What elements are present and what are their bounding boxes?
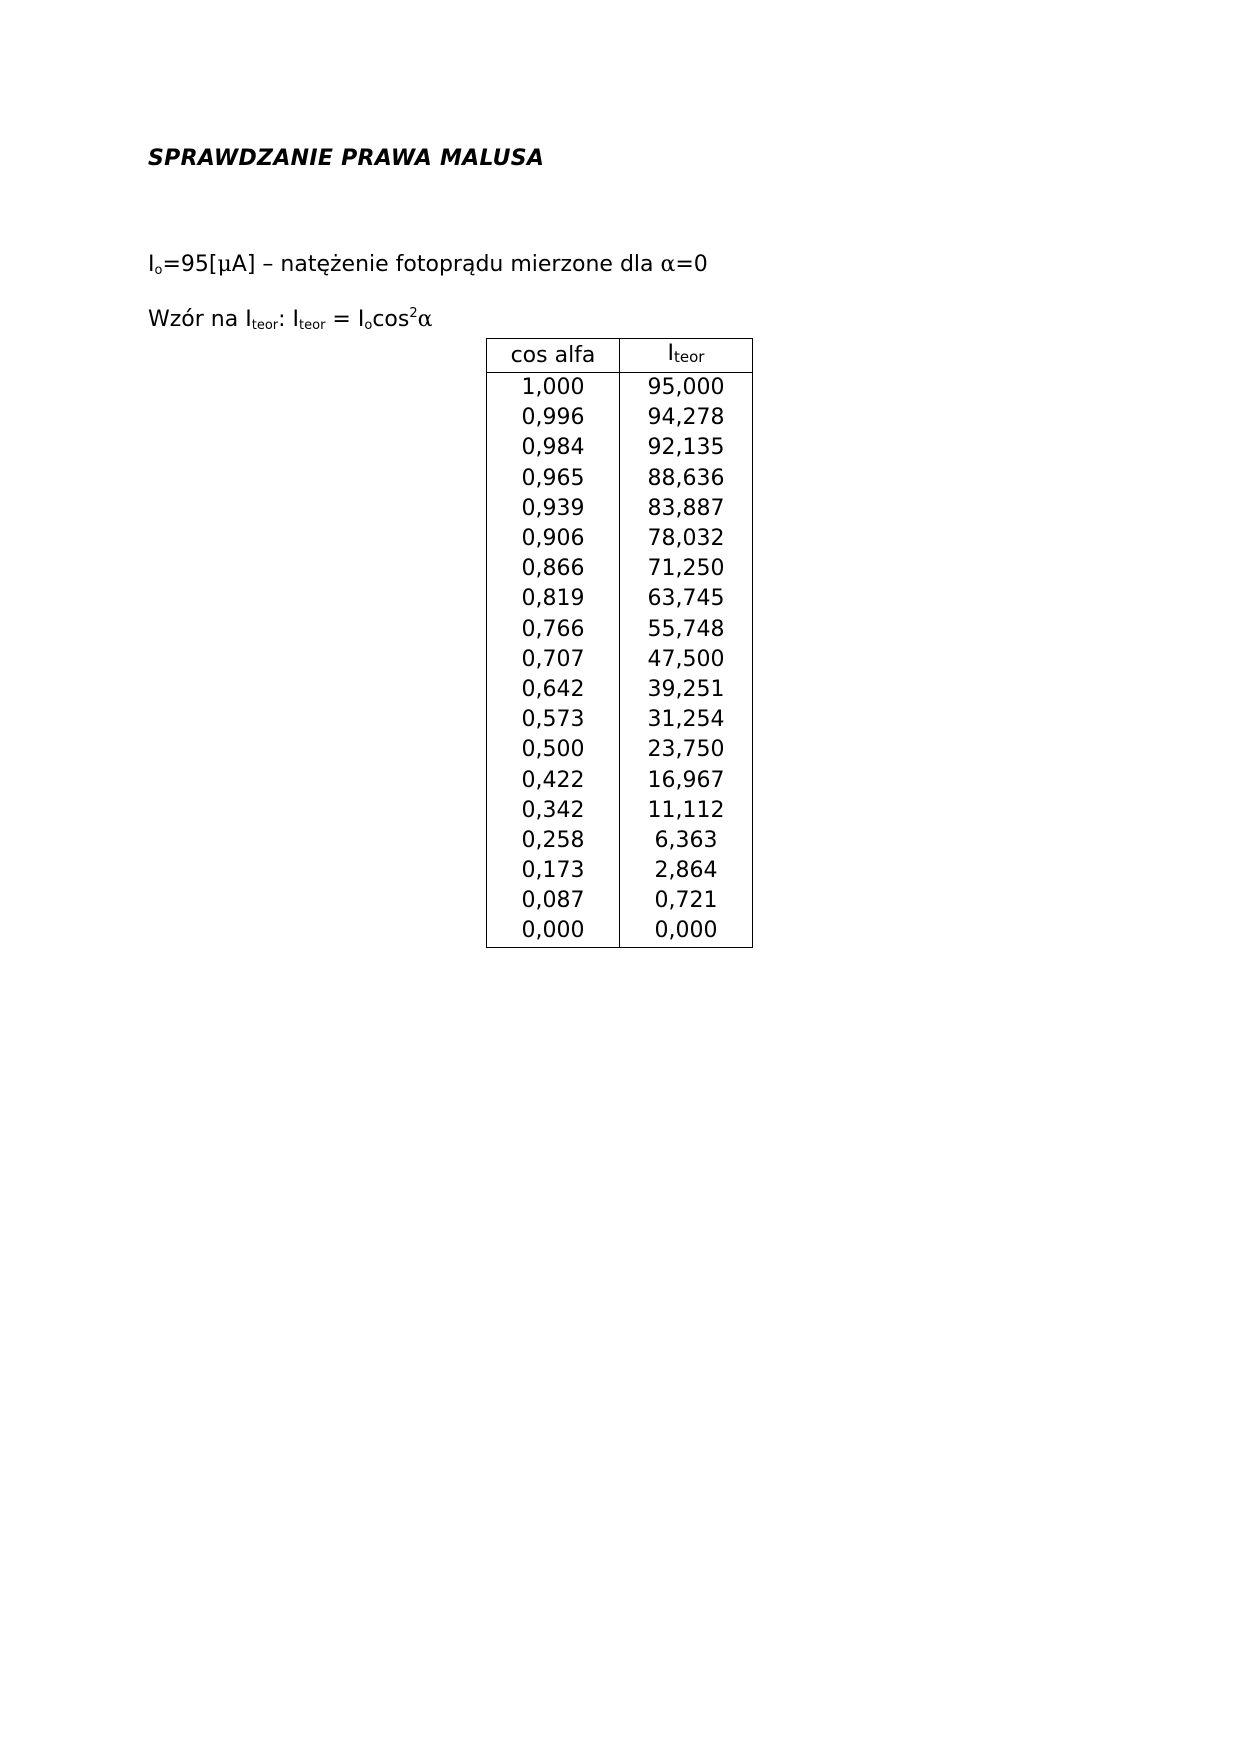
mu-symbol: μ [217, 252, 232, 277]
teor-subscript-2: teor [299, 318, 326, 333]
formula-prefix: Wzór na I [148, 307, 252, 332]
square-superscript: 2 [409, 306, 418, 321]
cell-cos-alfa: 0,342 [487, 796, 620, 826]
alpha-symbol: α [660, 252, 676, 277]
table-row [487, 464, 753, 494]
cell-cos-alfa: 0,984 [487, 433, 620, 463]
table-row [487, 645, 753, 675]
table-row [487, 433, 753, 463]
cell-cos-alfa: 0,173 [487, 856, 620, 886]
formula-colon: : I [278, 307, 300, 332]
cell-i-teor: 2,864 [620, 856, 753, 886]
cell-cos-alfa: 0,766 [487, 615, 620, 645]
table-row [487, 615, 753, 645]
cell-i-teor: 88,636 [620, 464, 753, 494]
table-row [487, 494, 753, 524]
cos-text: cos [372, 307, 410, 332]
cell-i-teor: 83,887 [620, 494, 753, 524]
header-i: I [667, 341, 675, 366]
cell-i-teor: 78,032 [620, 524, 753, 554]
cell-cos-alfa: 0,965 [487, 464, 620, 494]
cell-i-teor: 55,748 [620, 615, 753, 645]
table-row [487, 916, 753, 947]
teor-subscript: teor [251, 318, 279, 333]
cell-i-teor: 11,112 [620, 796, 753, 826]
cell-i-teor: 0,721 [620, 886, 753, 916]
table-row [487, 886, 753, 916]
cell-cos-alfa: 0,642 [487, 675, 620, 705]
unit-description: A] – natężenie fotoprądu mierzone dla [231, 252, 661, 277]
cell-i-teor: 16,967 [620, 765, 753, 795]
cell-i-teor: 6,363 [620, 826, 753, 856]
cell-cos-alfa: 0,906 [487, 524, 620, 554]
cell-i-teor: 0,000 [620, 916, 753, 947]
cell-cos-alfa: 0,258 [487, 826, 620, 856]
header-i-teor [620, 339, 753, 373]
cell-cos-alfa: 0,422 [487, 765, 620, 795]
cell-i-teor: 23,750 [620, 735, 753, 765]
cell-i-teor: 71,250 [620, 554, 753, 584]
cell-cos-alfa: 0,500 [487, 735, 620, 765]
table-header-row [487, 339, 753, 373]
cell-i-teor: 47,500 [620, 645, 753, 675]
cell-i-teor: 63,745 [620, 584, 753, 614]
value-text: =95[ [162, 252, 218, 277]
cell-cos-alfa: 0,000 [487, 916, 620, 947]
table-row [487, 584, 753, 614]
table-row [487, 735, 753, 765]
table-body [487, 373, 753, 948]
cell-i-teor: 94,278 [620, 403, 753, 433]
alpha-value: =0 [675, 252, 708, 277]
cell-cos-alfa: 0,866 [487, 554, 620, 584]
table-row [487, 554, 753, 584]
table-row [487, 856, 753, 886]
page-title: SPRAWDZANIE PRAWA MALUSA [148, 146, 545, 171]
table-row [487, 373, 753, 404]
o-subscript: o [364, 318, 373, 333]
table-row [487, 675, 753, 705]
cell-i-teor: 39,251 [620, 675, 753, 705]
cell-cos-alfa: 0,819 [487, 584, 620, 614]
table-row [487, 524, 753, 554]
intensity-definition [148, 252, 708, 278]
formula-line [148, 306, 433, 333]
i-symbol: I [148, 252, 155, 277]
cell-cos-alfa: 0,573 [487, 705, 620, 735]
table-row [487, 403, 753, 433]
cell-cos-alfa: 0,087 [487, 886, 620, 916]
table-row [487, 826, 753, 856]
malus-table [486, 338, 753, 948]
i-subscript: o [154, 263, 163, 278]
table-row [487, 796, 753, 826]
table-row [487, 765, 753, 795]
cell-cos-alfa: 0,996 [487, 403, 620, 433]
cell-i-teor: 92,135 [620, 433, 753, 463]
cell-cos-alfa: 0,939 [487, 494, 620, 524]
cell-i-teor: 95,000 [620, 373, 753, 404]
cell-cos-alfa: 1,000 [487, 373, 620, 404]
cell-i-teor: 31,254 [620, 705, 753, 735]
formula-equals: = I [325, 307, 365, 332]
header-cos-alfa: cos alfa [487, 339, 620, 373]
table-row [487, 705, 753, 735]
alpha-symbol-2: α [417, 307, 433, 332]
header-teor-sub: teor [674, 348, 705, 366]
cell-cos-alfa: 0,707 [487, 645, 620, 675]
